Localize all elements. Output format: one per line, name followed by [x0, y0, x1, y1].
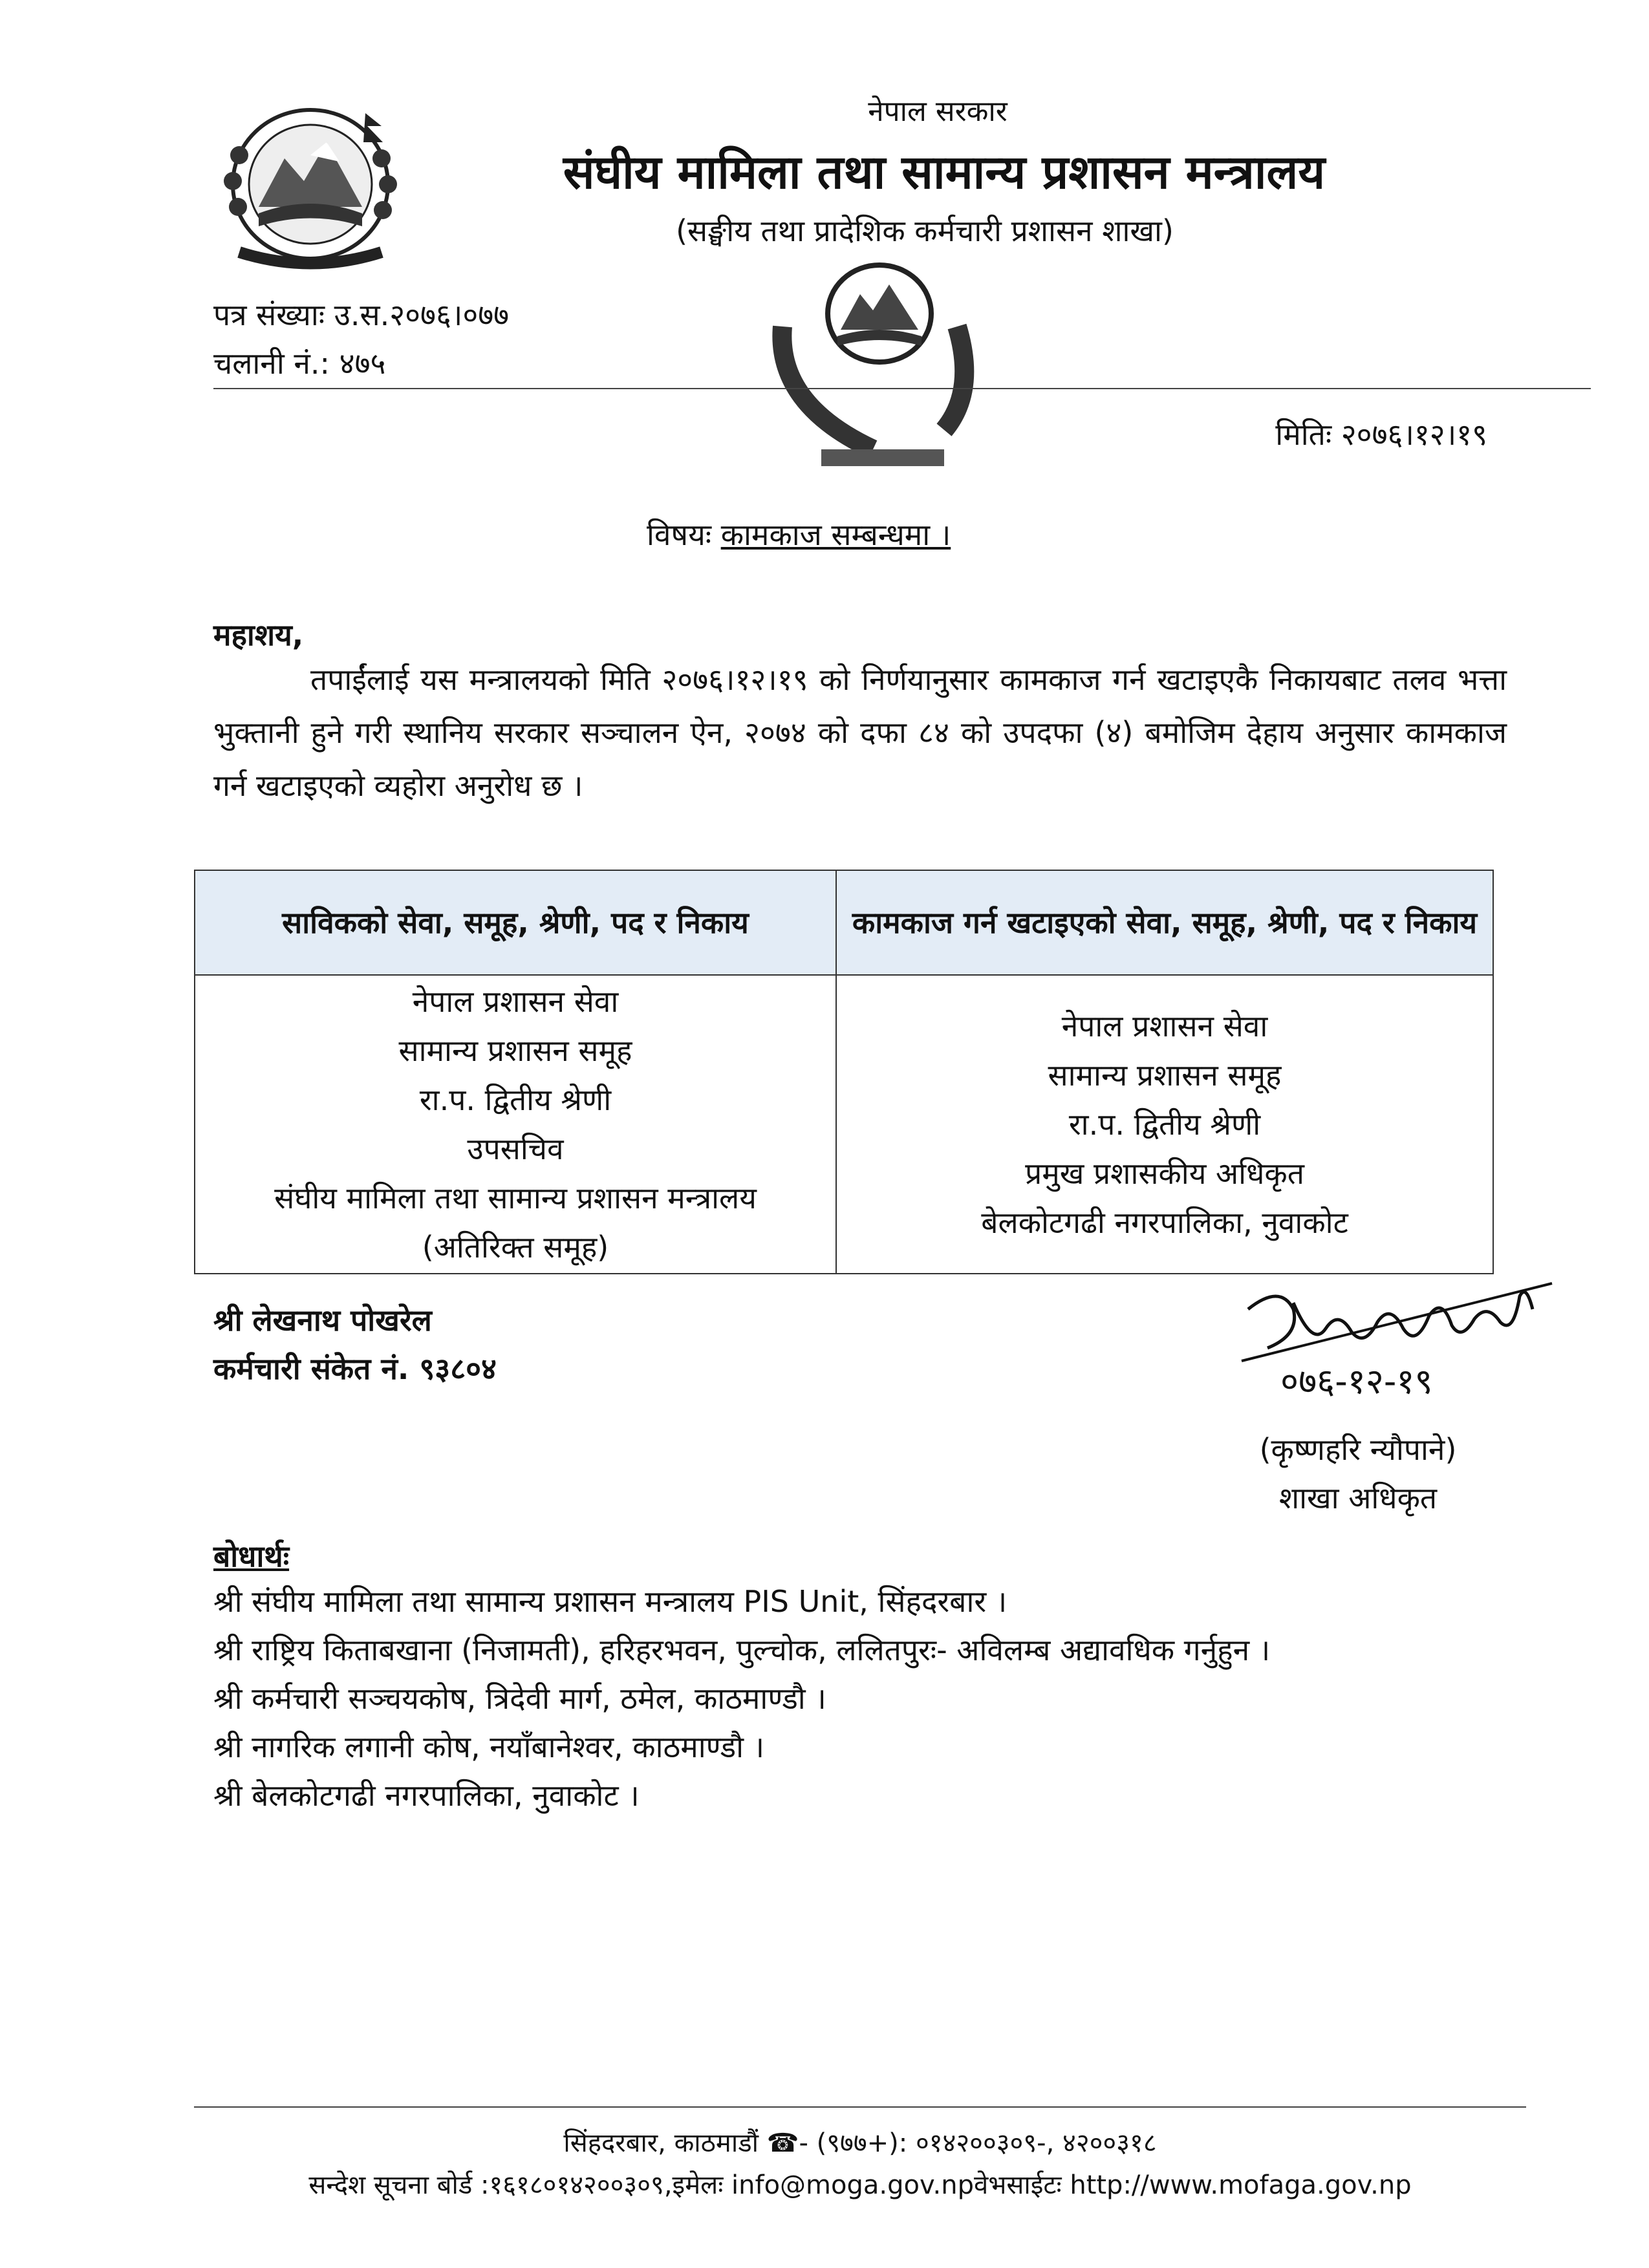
- cell-line: नेपाल प्रशासन सेवा: [1061, 1009, 1268, 1043]
- table-header-assigned: कामकाज गर्न खटाइएको सेवा, समूह, श्रेणी, पद र निकाय: [836, 870, 1493, 975]
- footer-contact: सन्देश सूचना बोर्ड :१६१८०१४२००३०९,इमेलः info@moga.gov.npवेभसाईटः http://www.mofaga.gov.np: [308, 2170, 1412, 2200]
- cc-item: श्री राष्ट्रिय किताबखाना (निजामती), हरिहरभवन, पुल्चोक, ललितपुरः- अविलम्ब अद्यावधिक गर्नुहुन ।: [213, 1632, 1271, 1667]
- cell-line: (अतिरिक्त समूह): [422, 1230, 609, 1265]
- cc-item: श्री नागरिक लगानी कोष, नयाँबानेश्वर, काठमाण्डौ ।: [213, 1729, 765, 1764]
- cell-line: प्रमुख प्रशासकीय अधिकृत: [1025, 1156, 1304, 1191]
- cc-title: बोधार्थः: [213, 1539, 290, 1574]
- branch-name: (सङ्घीय तथा प्रादेशिक कर्मचारी प्रशासन शाखा): [676, 213, 1174, 248]
- salutation: महाशय,: [213, 617, 304, 652]
- letter-number: पत्र संख्याः उ.स.२०७६।०७७: [213, 297, 510, 332]
- cell-line: सामान्य प्रशासन समूह: [1048, 1058, 1282, 1093]
- cell-line: सामान्य प्रशासन समूह: [398, 1033, 632, 1068]
- subject-line: [647, 514, 1099, 554]
- assignment-table: [194, 870, 1494, 1274]
- official-stamp: [744, 255, 1015, 488]
- footer-address: सिंहदरबार, काठमाडौं ☎- (९७७+): ०१४२००३०९-, ४२००३१८: [563, 2128, 1157, 2158]
- government-name: नेपाल सरकार: [868, 95, 1008, 128]
- signatory-title: शाखा अधिकृत: [1278, 1481, 1438, 1515]
- nepal-emblem-logo: [213, 97, 407, 278]
- employee-code: कर्मचारी संकेत नं. ९३८०४: [213, 1351, 497, 1386]
- dispatch-number: चलानी नं.: ४७५: [213, 346, 386, 381]
- handwritten-signature: [1229, 1270, 1565, 1419]
- table-row: [195, 975, 1493, 1274]
- body-paragraph: तपाईंलाई यस मन्त्रालयको मिति २०७६।१२।१९ को निर्णयानुसार कामकाज गर्न खटाइएकै निकायबाट तलव भत्ता भुक्तानी हुने गरी स्थानिय सरकार सञ्चालन ऐन, २०७४ को दफा ८४ को उपदफा (४) बमोजिम देहाय अनुसार कामकाज गर्न खटाइएको व्यहोरा अनुरोध छ ।: [213, 662, 1507, 803]
- table-cell-assigned: [836, 975, 1493, 1274]
- footer-divider: [194, 2106, 1526, 2108]
- letter-date: मितिः २०७६।१२।१९: [1275, 417, 1487, 452]
- cell-line: उपसचिव: [467, 1131, 564, 1166]
- table-cell-previous: [195, 975, 836, 1274]
- cc-item: श्री कर्मचारी सञ्चयकोष, त्रिदेवी मार्ग, ठमेल, काठमाण्डौ ।: [213, 1681, 826, 1716]
- table-header-row: [195, 870, 1493, 975]
- table-header-previous: साविकको सेवा, समूह, श्रेणी, पद र निकाय: [195, 870, 836, 975]
- cc-item: श्री बेलकोटगढी नगरपालिका, नुवाकोट ।: [213, 1778, 640, 1813]
- addressee-name: श्री लेखनाथ पोखरेल: [213, 1303, 432, 1338]
- cell-line: रा.प. द्वितीय श्रेणी: [1068, 1107, 1261, 1142]
- cell-line: रा.प. द्वितीय श्रेणी: [419, 1082, 612, 1117]
- ministry-name: संघीय मामिला तथा सामान्य प्रशासन मन्त्रालय: [563, 145, 1326, 199]
- signature-date: ०७६-१२-१९: [1280, 1361, 1433, 1402]
- subject-label: विषयः: [647, 517, 721, 552]
- cell-line: संघीय मामिला तथा सामान्य प्रशासन मन्त्रालय: [274, 1181, 757, 1215]
- signatory-name: (कृष्णहरि न्यौपाने): [1259, 1432, 1457, 1467]
- cell-line: नेपाल प्रशासन सेवा: [412, 984, 619, 1019]
- header-divider: [213, 388, 1591, 389]
- subject-text: कामकाज सम्बन्धमा ।: [720, 517, 951, 552]
- cc-item: श्री संघीय मामिला तथा सामान्य प्रशासन मन्त्रालय PIS Unit, सिंहदरबार ।: [213, 1584, 1008, 1619]
- cell-line: बेलकोटगढी नगरपालिका, नुवाकोट: [981, 1205, 1348, 1240]
